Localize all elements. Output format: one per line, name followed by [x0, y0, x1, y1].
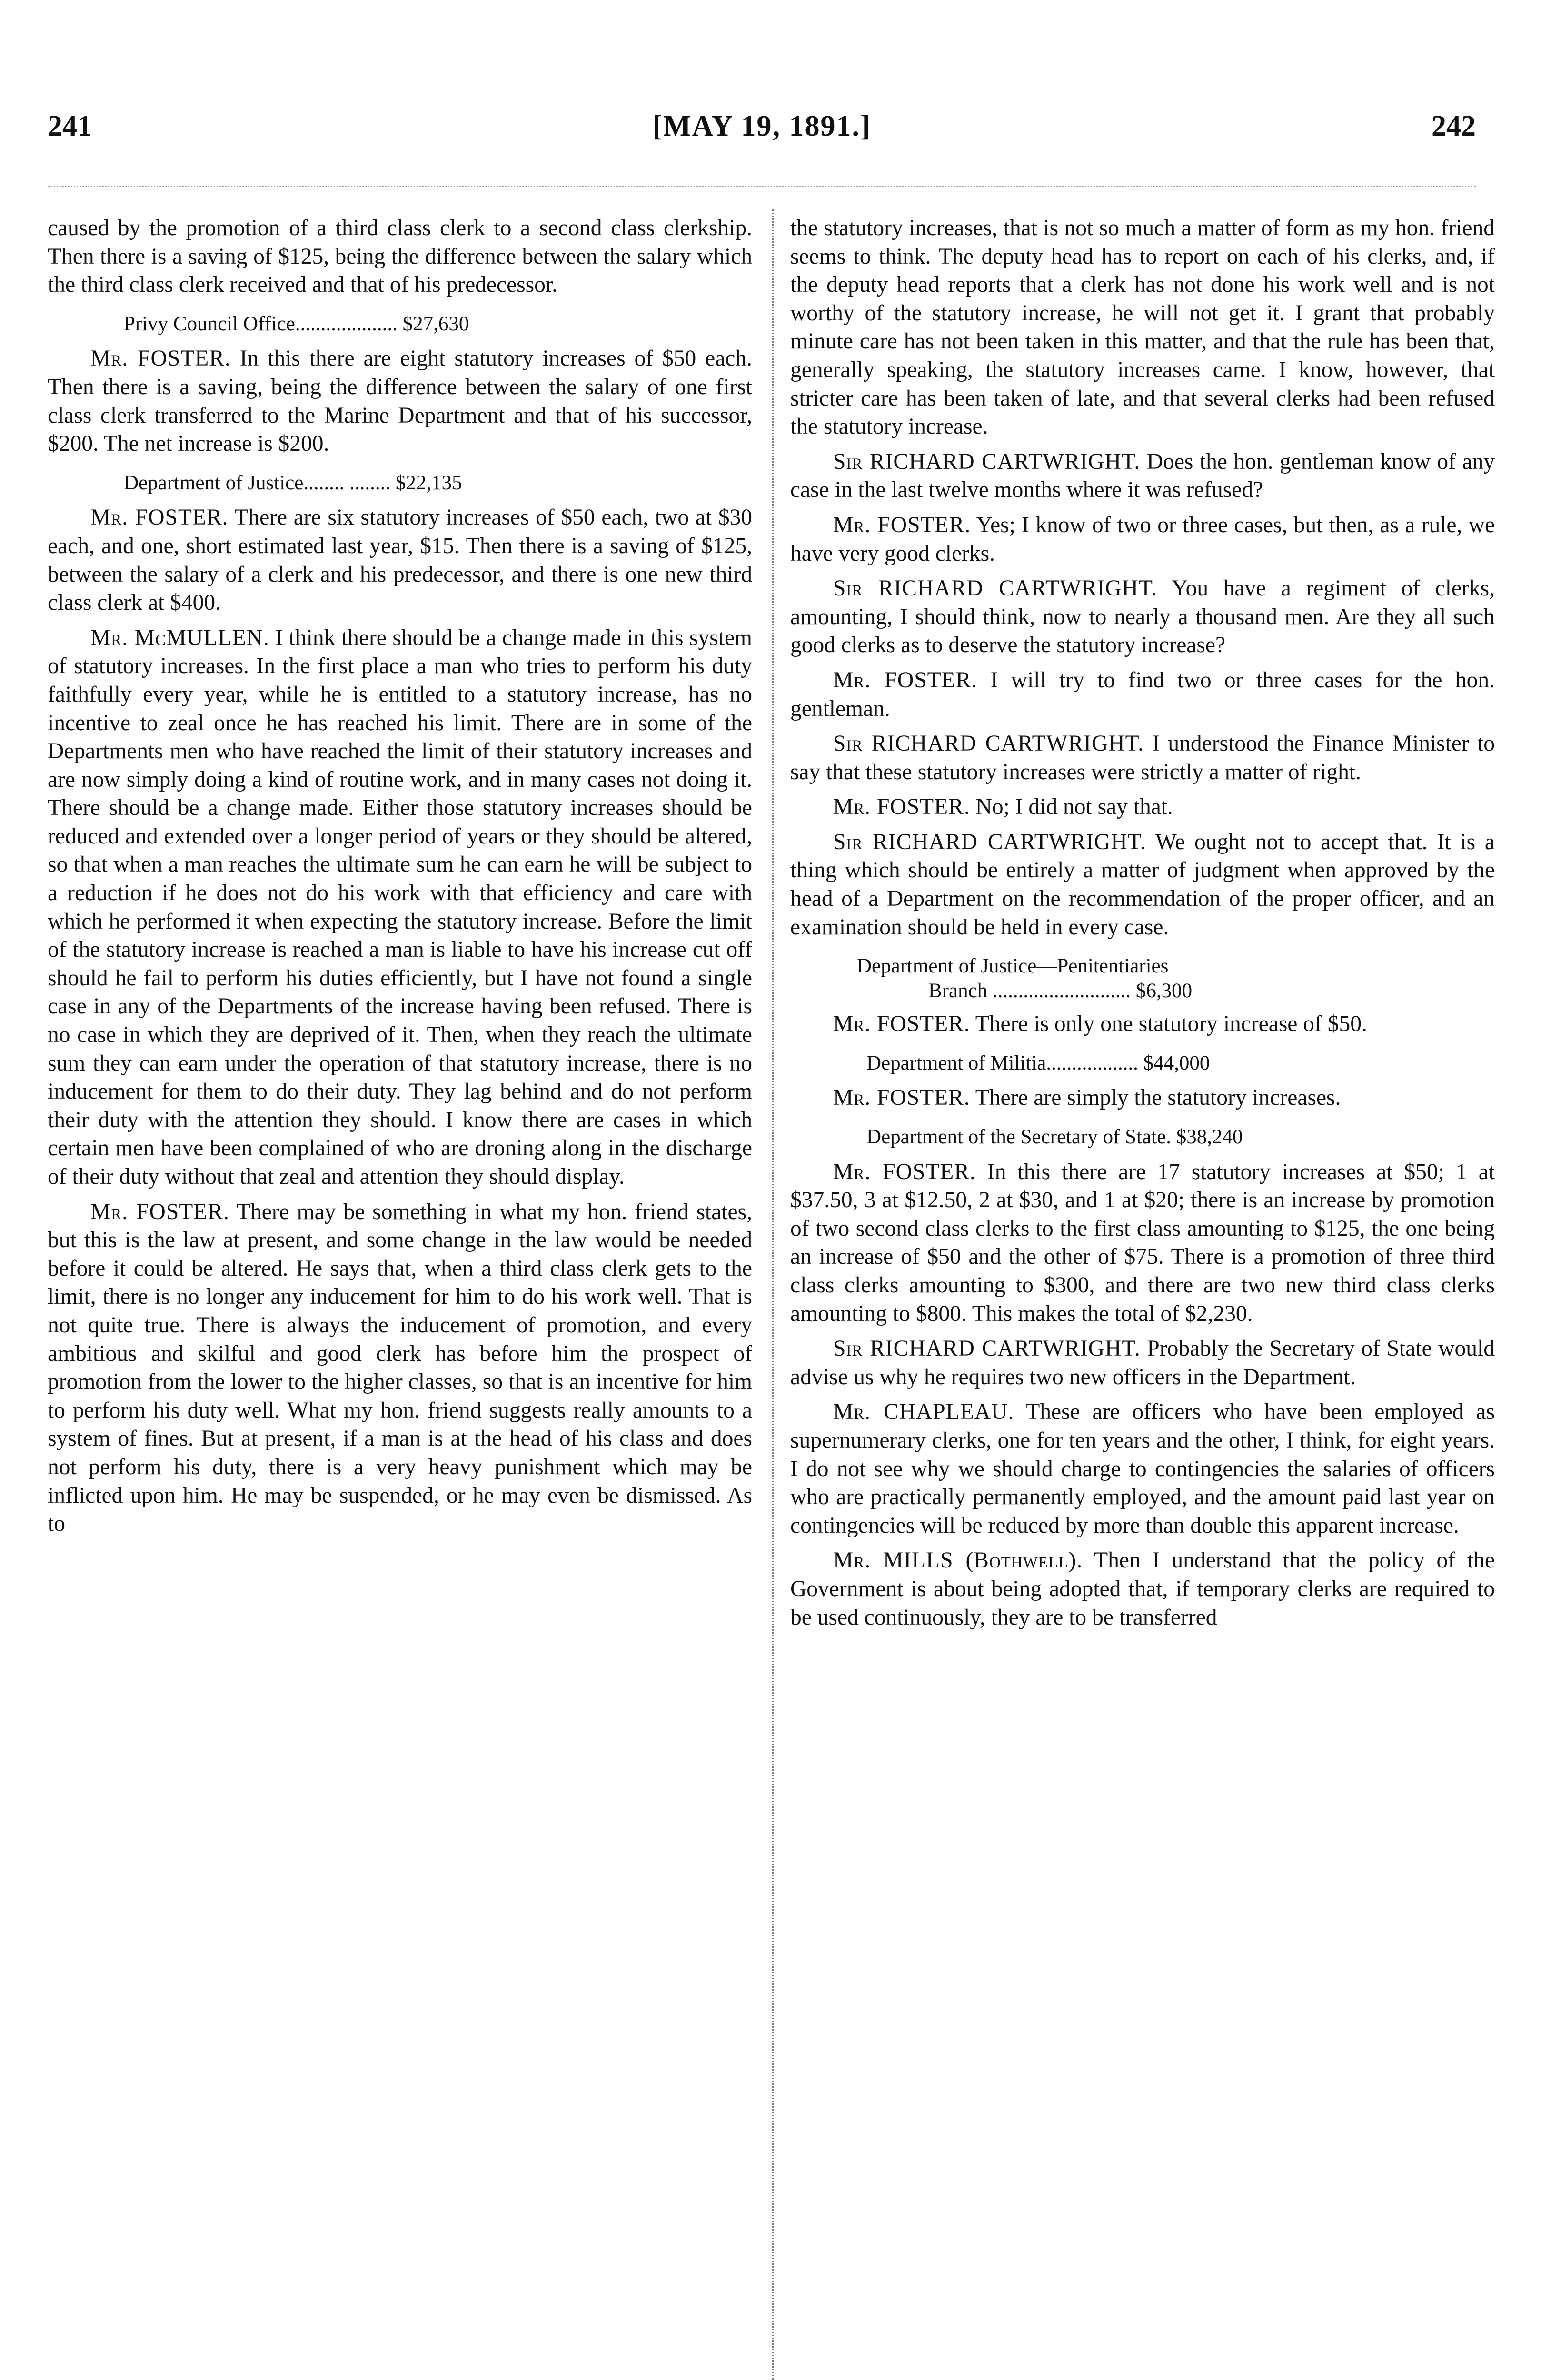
page-header: [48, 109, 1476, 152]
speaker-name: Sir RICHARD CARTWRIGHT.: [833, 449, 1141, 474]
speech-paragraph: [790, 1547, 1495, 1632]
page-number-right: 242: [1432, 110, 1476, 142]
speaker-name: Mr. McMULLEN.: [90, 625, 269, 650]
paragraph-text: caused by the promotion of a third class clerk to a second class clerkship. Then there is a saving of $125, being the difference between the salary which the third class clerk received and that of his predecessor.: [48, 216, 752, 298]
speaker-name: Mr. FOSTER.: [833, 1085, 970, 1111]
speech-paragraph: [790, 1398, 1495, 1540]
speaker-name: Mr. FOSTER.: [833, 512, 971, 537]
speech-text: We ought not to accept that. It is a thing which should be entirely a matter of judgment when approved by the head of a Department on the recommendation of the proper officer, and an examination should be held in every case.: [790, 829, 1495, 940]
left-column: [48, 214, 752, 1538]
speech-paragraph: [790, 1010, 1495, 1039]
estimate-entry: Privy Council Office.................... $27,630: [124, 312, 469, 335]
column-divider: [772, 209, 774, 2380]
speech-text: There may be something in what my hon. friend states, but this is the law at present, and some change in the law would be needed before it could be altered. He says that, when a third class clerk gets to the limit, there is no longer any inducement for him to do his work well. That is not quite true. There is always the inducement of promotion, and every ambitious and skilful and good clerk has before him the prospect of promotion from the lower to the higher classes, so that is an incentive for him to perform his duty well. What my hon. friend suggests really amounts to a system of fines. But at present, if a man is at the head of his class and does not perform his duty, there is a very heavy punishment which may be inflicted upon him. He may be suspended, or he may even be dismissed. As to: [48, 1199, 752, 1537]
estimate-entry: [790, 954, 1495, 1003]
speech-paragraph: [48, 504, 752, 617]
speech-text: You have a regiment of clerks, amounting, I should think, now to nearly a thousand men. Are they all such good clerks as to deserve the statutory increase?: [790, 576, 1495, 658]
speech-text: In this there are eight statutory increases of $50 each. Then there is a saving, being the difference between the salary of one first class clerk transferred to the Marine Department and that of his successor, $200. The net increase is $200.: [48, 346, 752, 456]
speech-paragraph: [790, 575, 1495, 660]
header-date: [MAY 19, 1891.]: [652, 110, 871, 142]
speaker-name: Mr. FOSTER.: [833, 667, 978, 693]
paragraph-text: the statutory increases, that is not so much a matter of form as my hon. friend seems to think. The deputy head has to report on each of his clerks, and, if the deputy head reports that a clerk has not done his work well and is not worthy of the statutory increase, he will not get it. I grant that probably minute care has not been taken in this matter, and that the rule has been that, generally speaking, the statutory increases came. I know, however, that stricter care has been taken of late, and that several clerks had been refused the statutory increase.: [790, 216, 1495, 439]
speech-text: Probably the Secretary of State would advise us why he requires two new officers in the Department.: [790, 1336, 1495, 1389]
header-rule: [48, 186, 1476, 187]
speaker-name: Sir RICHARD CARTWRIGHT.: [833, 829, 1147, 854]
speech-paragraph: [790, 730, 1495, 786]
speaker-name: Mr. FOSTER.: [90, 346, 231, 371]
estimate-entry: Department of the Secretary of State. $38,240: [866, 1126, 1243, 1149]
speaker-name: Sir RICHARD CARTWRIGHT.: [833, 1336, 1141, 1361]
estimate-entry: Department of Militia.................. $44,000: [866, 1051, 1210, 1074]
speech-text: No; I did not say that.: [970, 794, 1173, 820]
speaker-name: Mr. FOSTER.: [90, 505, 229, 530]
speech-text: There is only one statutory increase of $50.: [970, 1012, 1367, 1037]
speech-paragraph: [790, 511, 1495, 568]
speech-paragraph: [790, 448, 1495, 505]
speech-paragraph: [48, 1198, 752, 1538]
page-number-left: 241: [48, 110, 92, 142]
speech-paragraph: [790, 793, 1495, 822]
speech-text: Yes; I know of two or three cases, but then, as a rule, we have very good clerks.: [790, 512, 1495, 566]
speech-paragraph: [790, 1084, 1495, 1112]
speech-text: There are six statutory increases of $50 each, two at $30 each, and one, short estimated last year, $15. Then there is a saving of $125, between the salary of a clerk and his predecessor, and there is one new third class clerk at $400.: [48, 505, 752, 615]
speech-paragraph: [48, 345, 752, 458]
speaker-name: Mr. FOSTER.: [833, 1012, 970, 1037]
speech-text: These are officers who have been employed as supernumerary clerks, one for ten years and the other, I think, for eight years. I do not see why we should charge to contingencies the salaries of officers who are practically permanently employed, and the amount paid last year on contingencies will be reduced by more than double this apparent increase.: [790, 1399, 1495, 1538]
right-column: [790, 214, 1495, 1632]
speaker-name: Mr. FOSTER.: [833, 794, 970, 820]
paragraph: [790, 214, 1495, 441]
speech-text: I will try to find two or three cases for the hon. gentleman.: [790, 667, 1495, 721]
estimate-entry-line: Department of Justice—Penitentiaries: [857, 955, 1169, 978]
speaker-name: Mr. MILLS (Bothwell).: [833, 1548, 1083, 1573]
estimate-entry-line: Branch ........................... $6,300: [928, 980, 1193, 1002]
speech-paragraph: [790, 666, 1495, 723]
estimate-entry: Department of Justice........ ........ $22,135: [124, 471, 462, 494]
speaker-name: Mr. FOSTER.: [90, 1199, 229, 1224]
speaker-name: Sir RICHARD CARTWRIGHT.: [833, 731, 1144, 756]
speech-text: There are simply the statutory increases.: [970, 1085, 1341, 1111]
speech-text: Does the hon. gentleman know of any case in the last twelve months where it was refused?: [790, 449, 1495, 503]
speech-text: I understood the Finance Minister to say that these statutory increases were strictly a matter of right.: [790, 731, 1495, 784]
speech-paragraph: [48, 624, 752, 1191]
speech-text: Then I understand that the policy of the Government is about being adopted that, if temporary clerks are required to be used continuously, they are to be transferred: [790, 1548, 1495, 1630]
speaker-name: Mr. FOSTER.: [833, 1159, 976, 1184]
speaker-name: Sir RICHARD CARTWRIGHT.: [833, 576, 1158, 601]
speaker-name: Mr. CHAPLEAU.: [833, 1399, 1014, 1425]
speech-text: In this there are 17 statutory increases at $50; 1 at $37.50, 3 at $12.50, 2 at $30, and 1 at $20; there is an increase by promotion of two second class clerks to the first class amounting to $125, the one being an increase of $50 and the other of $75. There is a promotion of three third class clerks amounting to $300, and there are two new third class clerks amounting to $800. This makes the total of $2,230.: [790, 1159, 1495, 1326]
speech-paragraph: [790, 828, 1495, 942]
speech-text: I think there should be a change made in this system of statutory increases. In the first place a man who tries to perform his duty faithfully every year, while he is entitled to a statutory increase, has no incentive to zeal once he has reached his limit. There are in some of the Departments men who have reached the limit of their statutory increases and are now simply doing a kind of routine work, and in many cases not doing it. There should be a change made. Either those statutory increases should be reduced and extended over a longer period of years or they should be altered, so that when a man reaches the ultimate sum he can earn he will be subject to a reduction if he does not do his work with that efficiency and care with which he performed it when expecting the statutory increase. Before the limit of the statutory increase is reached a man is liable to have his increase cut off should he fail to perform his duties efficiently, but I have not found a single case in any of the Departments of the increase having been refused. There is no case in which they are deprived of it. Then, when they reach the ultimate sum they can earn under the operation of that statutory increase, there is no inducement for them to do their duty. They lag behind and do not perform their duty with the attention they should. I know there are cases in which certain men have been complained of who are droning along in the discharge of their duty without that zeal and attention they should display.: [48, 625, 752, 1189]
speech-paragraph: [790, 1335, 1495, 1391]
speech-paragraph: [790, 1158, 1495, 1329]
paragraph: [48, 214, 752, 299]
